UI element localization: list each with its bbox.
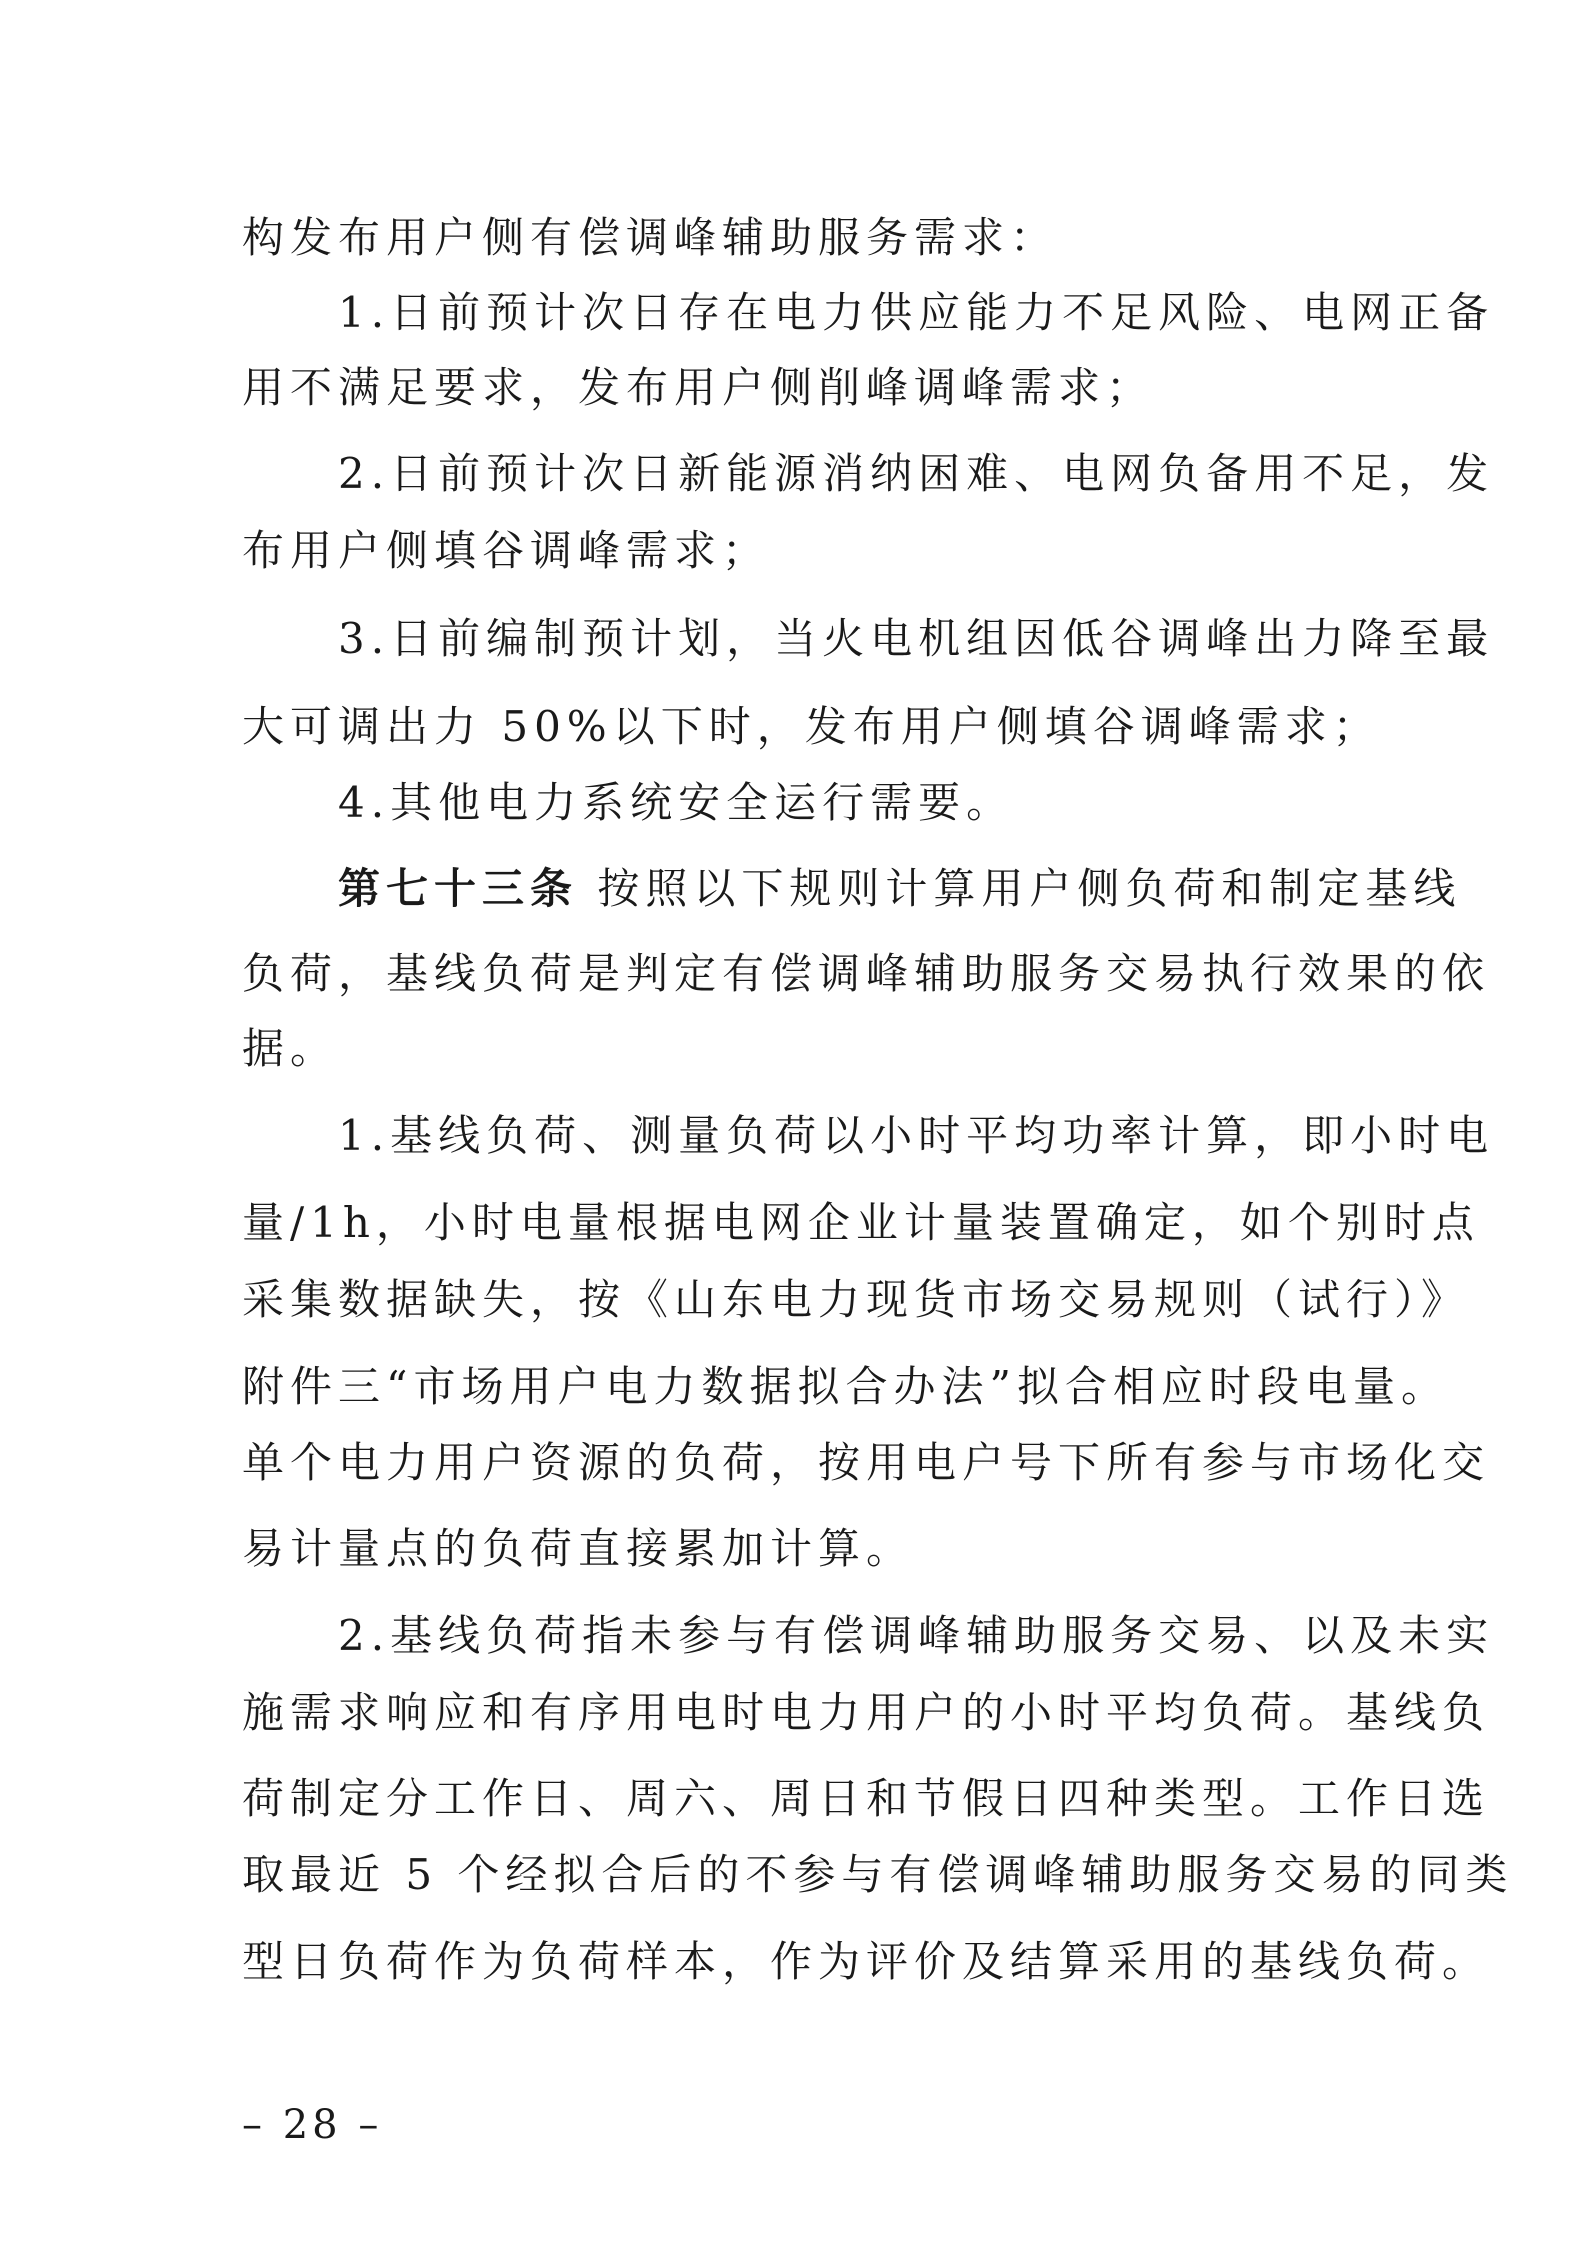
article-number: 第七十三条 [338, 864, 579, 913]
text-line: 4.其他电力系统安全运行需要。 [338, 778, 1015, 827]
text-line: 2.日前预计次日新能源消纳困难、电网负备用不足，发 [338, 449, 1495, 498]
text-line: 2.基线负荷指未参与有偿调峰辅助服务交易、以及未实 [338, 1611, 1495, 1660]
text-line: 布用户侧填谷调峰需求； [242, 526, 771, 575]
text-line: 用不满足要求，发布用户侧削峰调峰需求； [242, 363, 1155, 412]
text-line: 据。 [242, 1024, 339, 1073]
text-line: 大可调出力 50%以下时，发布用户侧填谷调峰需求； [242, 702, 1381, 751]
text-line: 3.日前编制预计划，当火电机组因低谷调峰出力降至最 [338, 614, 1495, 663]
text-line: 易计量点的负荷直接累加计算。 [242, 1524, 915, 1573]
article-text: 按照以下规则计算用户侧负荷和制定基线 [578, 864, 1462, 913]
text-line: 1.基线负荷、测量负荷以小时平均功率计算，即小时电 [338, 1111, 1495, 1160]
page-number: – 28 – [242, 2102, 383, 2148]
text-line: 荷制定分工作日、周六、周日和节假日四种类型。工作日选 [242, 1774, 1491, 1823]
text-line: 量/1h，小时电量根据电网企业计量装置确定，如个别时点 [242, 1198, 1480, 1247]
text-line: 负荷，基线负荷是判定有偿调峰辅助服务交易执行效果的依 [242, 949, 1491, 998]
text-line: 采集数据缺失，按《山东电力现货市场交易规则（试行）》 [242, 1275, 1470, 1324]
text-line: 型日负荷作为负荷样本，作为评价及结算采用的基线负荷。 [242, 1937, 1491, 1986]
text-line: 附件三“市场用户电力数据拟合办法”拟合相应时段电量。 [242, 1362, 1449, 1411]
text-line: 1.日前预计次日存在电力供应能力不足风险、电网正备 [338, 288, 1495, 337]
text-line: 取最近 5 个经拟合后的不参与有偿调峰辅助服务交易的同类 [242, 1850, 1514, 1899]
article-heading-line [338, 860, 1462, 918]
text-line: 构发布用户侧有偿调峰辅助服务需求： [242, 213, 1059, 262]
text-line: 单个电力用户资源的负荷，按用电户号下所有参与市场化交 [242, 1438, 1491, 1487]
text-line: 施需求响应和有序用电时电力用户的小时平均负荷。基线负 [242, 1688, 1491, 1737]
